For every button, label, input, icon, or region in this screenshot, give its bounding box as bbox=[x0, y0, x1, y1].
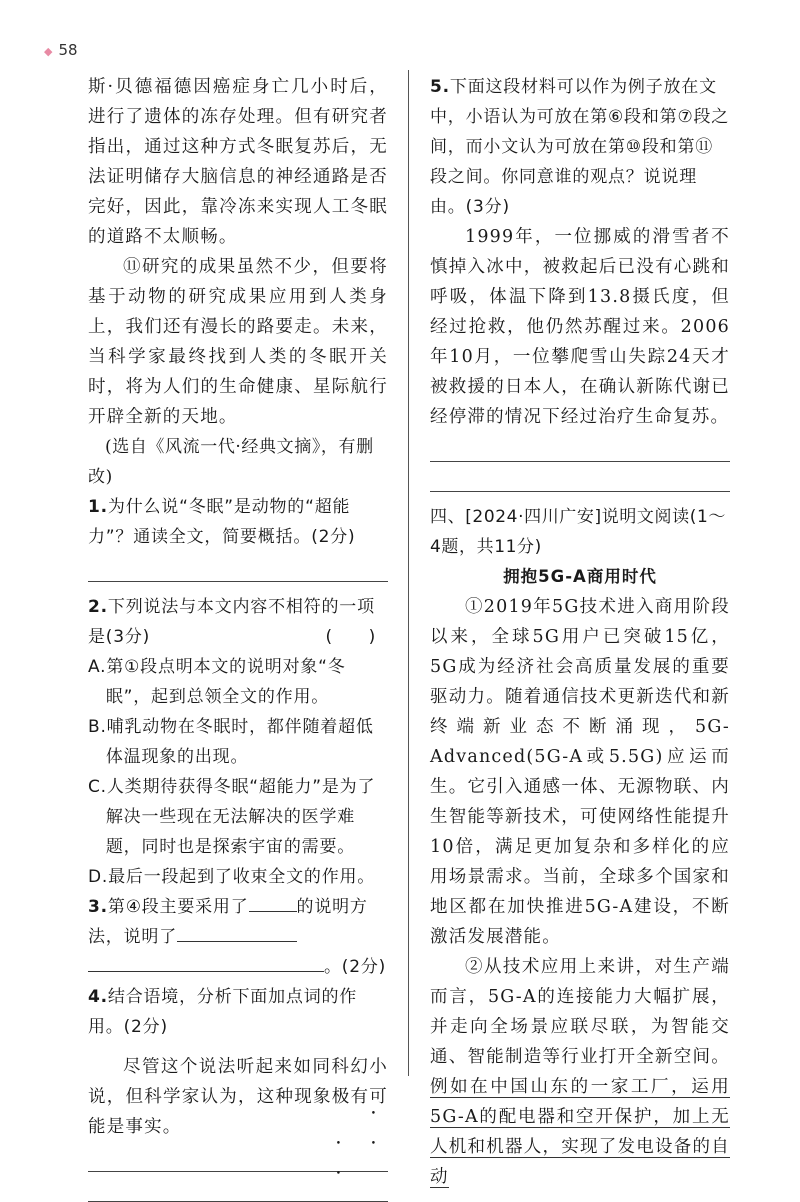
article-paragraph-2: ②从技术应用上来讲，对生产端而言，5G-A的连接能力大幅扩展，并走向全场景应联尽联，为智能交通、智能制造等行业打开全新空间。例如在中国山东的一家工厂，运用5G-A的配电器和空开保护，加上无人机和机器人，实现了发电设备的自动 bbox=[430, 957, 730, 1187]
question-3: 3.第④段主要采用了 的说明方法，说明了 bbox=[88, 892, 388, 952]
option-b[interactable]: B.哺乳动物在冬眠时，都伴随着超低体温现象的出现。 bbox=[88, 717, 374, 767]
answer-line[interactable] bbox=[430, 462, 730, 492]
question-1: 1.为什么说“冬眠”是动物的“超能力”？通读全文，简要概括。(2分) bbox=[88, 497, 356, 547]
page-number: ◆ 58 bbox=[44, 41, 78, 59]
article-paragraph-11: ⑪研究的成果虽然不少，但要将基于动物的研究成果应用到人类身上，我们还有漫长的路要走。未来，当科学家最终找到人类的冬眠开关时，将为人们的生命健康、星际航行开辟全新的天地。 bbox=[88, 257, 388, 427]
article-paragraph: 斯·贝德福德因癌症身亡几小时后，进行了遗体的冻存处理。但有研究者指出，通过这种方式冬眠复苏后，无法证明储存大脑信息的神经通路是否完好，因此，靠冷冻来实现人工冬眠的道路不太顺畅。 bbox=[88, 77, 388, 247]
option-c[interactable]: C.人类期待获得冬眠“超能力”是为了解决一些现在无法解决的医学难题，同时也是探索宇宙的需要。 bbox=[88, 777, 376, 857]
question-2: 2.下列说法与本文内容不相符的一项是(3分) ( ) bbox=[88, 592, 388, 652]
article-paragraph-1: ①2019年5G技术进入商用阶段以来，全球5G用户已突破15亿，5G成为经济社会高质量发展的重要驱动力。随着通信技术更新迭代和新终端新业态不断涌现，5G-Advanced(5G-A或5.5G)应运而生。它引入通感一体、无源物联、内生智能等新技术，可使网络性能提升10倍，满足更加复杂和多样化的应用场景需求。当前，全球多个国家和地区都在加快推进5G-A建设，不断激活发展潜能。 bbox=[430, 597, 730, 947]
option-d[interactable]: D.最后一段起到了收束全文的作用。 bbox=[88, 867, 376, 887]
option-a[interactable]: A.第①段点明本文的说明对象“冬眠”，起到总领全文的作用。 bbox=[88, 657, 346, 707]
quoted-sentence: 尽管这个说法听起来如同科幻小说，但科学家认为，这种现象极有可能 • • • •是事实。 bbox=[88, 1052, 388, 1142]
question-3-cont: 。(2分) bbox=[88, 952, 388, 982]
fill-blank[interactable] bbox=[249, 893, 297, 912]
fill-blank[interactable] bbox=[88, 953, 324, 972]
material-paragraph: 1999年，一位挪威的滑雪者不慎掉入冰中，被救起后已没有心跳和呼吸，体温下降到13.8摄氏度，但经过抢救，他仍然苏醒过来。2006年10月，一位攀爬雪山失踪24天才被救援的日本人，在确认新陈代谢已经停滞的情况下经过治疗生命复苏。 bbox=[430, 227, 730, 427]
dotted-words: 极有可能 • • • • bbox=[88, 1087, 388, 1137]
diamond-icon: ◆ bbox=[44, 45, 53, 58]
question-4: 4.结合语境，分析下面加点词的作用。(2分) bbox=[88, 987, 358, 1037]
answer-bracket[interactable]: ( ) bbox=[325, 627, 376, 647]
right-column bbox=[430, 72, 730, 1192]
question-5: 5.下面这段材料可以作为例子放在文中，小语认为可放在第⑥段和第⑦段之间，而小文认为可放在第⑩段和第⑪段之间。你同意谁的观点？说说理由。(3分) bbox=[430, 77, 730, 217]
article-title: 拥抱5G-A商用时代 bbox=[503, 567, 657, 586]
column-divider bbox=[408, 70, 409, 1076]
source-note: (选自《风流一代·经典文摘》，有删改) bbox=[88, 437, 374, 487]
underlined-text: 例如在中国山东的一家工厂，运用5G-A的配电器和空开保护，加上无人机和机器人，实现了发电设备的自动 bbox=[430, 1077, 730, 1187]
answer-line[interactable] bbox=[430, 432, 730, 462]
fill-blank[interactable] bbox=[177, 923, 297, 942]
left-column bbox=[88, 72, 388, 1202]
answer-line[interactable] bbox=[88, 552, 388, 582]
section-heading: 四、[2024·四川广安]说明文阅读(1～4题，共11分) bbox=[430, 507, 726, 557]
